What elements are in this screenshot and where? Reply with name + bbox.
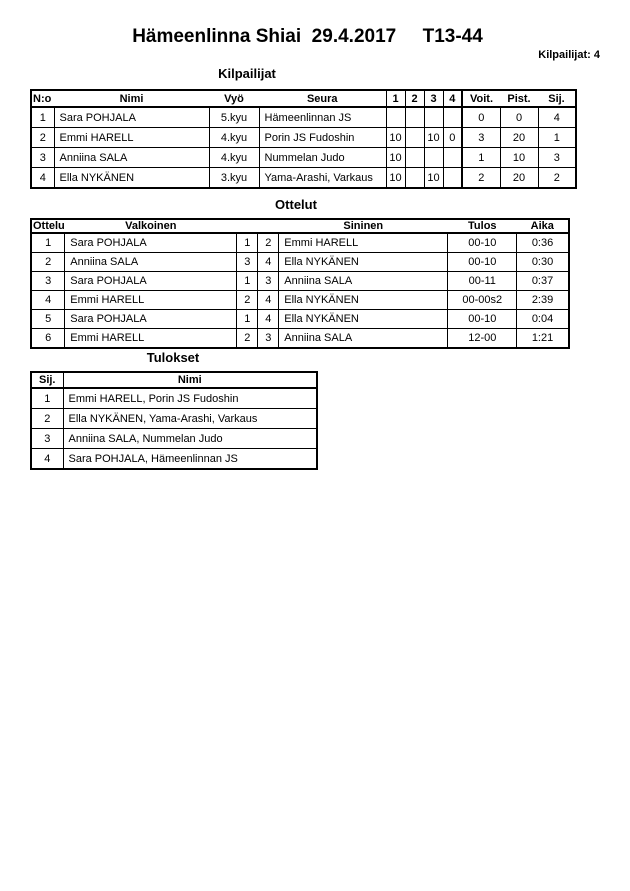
cell-result: 00-10 [448,253,517,272]
cell-place: 3 [31,429,63,449]
result-row [31,388,317,409]
competitor-row [31,168,576,189]
cell-place: 4 [31,449,63,470]
cell-blue-no: 2 [258,233,279,253]
cell-result: 00-10 [448,233,517,253]
cell-vyo: 5.kyu [209,107,259,128]
cell-place: 2 [31,409,63,429]
cell-time: 0:36 [517,233,569,253]
cell-score-3 [424,148,443,168]
cell-seura: Nummelan Judo [259,148,386,168]
competitor-row [31,148,576,168]
cell-time: 2:39 [517,291,569,310]
cell-vyo: 4.kyu [209,128,259,148]
result-row [31,409,317,429]
col-header-nimi: Nimi [54,90,209,107]
cell-name-club: Ella NYKÄNEN, Yama-Arashi, Varkaus [63,409,317,429]
competitor-row [31,128,576,148]
cell-score-4: 0 [443,128,462,148]
col-header-tulos: Tulos [448,219,517,233]
cell-sij: 3 [538,148,576,168]
cell-blue-no: 3 [258,329,279,349]
cell-result: 00-10 [448,310,517,329]
cell-sij: 2 [538,168,576,189]
col-header-1: 1 [386,90,405,107]
cell-blue-name: Anniina SALA [279,272,448,291]
cell-blue-name: Ella NYKÄNEN [279,310,448,329]
col-header-aika: Aika [517,219,569,233]
cell-name-club: Sara POHJALA, Hämeenlinnan JS [63,449,317,470]
col-header-sij: Sij. [538,90,576,107]
section-heading-ottelut: Ottelut [275,197,317,212]
cell-name-club: Anniina SALA, Nummelan Judo [63,429,317,449]
cell-time: 0:30 [517,253,569,272]
result-row [31,449,317,470]
cell-pist: 20 [500,128,538,148]
cell-score-1: 10 [386,168,405,189]
cell-no: 4 [31,168,54,189]
cell-no: 1 [31,107,54,128]
cell-white-name: Sara POHJALA [65,310,237,329]
cell-match-no: 2 [31,253,65,272]
page-title: Hämeenlinna Shiai 29.4.2017 T13-44 [132,26,483,47]
cell-result: 12-00 [448,329,517,349]
cell-result: 00-00s2 [448,291,517,310]
cell-blue-no: 4 [258,310,279,329]
cell-match-no: 3 [31,272,65,291]
cell-score-2 [405,128,424,148]
col-header-4: 4 [443,90,462,107]
cell-name-club: Emmi HARELL, Porin JS Fudoshin [63,388,317,409]
competitor-count: Kilpailijat: 4 [538,49,600,61]
cell-white-no: 1 [237,310,258,329]
cell-time: 0:04 [517,310,569,329]
cell-nimi: Sara POHJALA [54,107,209,128]
cell-voit: 0 [462,107,500,128]
col-header-valkoinen: Valkoinen [65,219,237,233]
col-header-nimi: Nimi [63,372,317,388]
cell-match-no: 4 [31,291,65,310]
col-header-vyo: Vyö [209,90,259,107]
match-row [31,291,569,310]
cell-blue-no: 4 [258,291,279,310]
cell-nimi: Ella NYKÄNEN [54,168,209,189]
cell-voit: 1 [462,148,500,168]
cell-white-name: Emmi HARELL [65,329,237,349]
cell-white-name: Sara POHJALA [65,233,237,253]
cell-white-no: 3 [237,253,258,272]
cell-white-no: 2 [237,329,258,349]
cell-seura: Hämeenlinnan JS [259,107,386,128]
cell-blue-name: Ella NYKÄNEN [279,253,448,272]
cell-white-name: Emmi HARELL [65,291,237,310]
cell-sij: 4 [538,107,576,128]
col-header-2: 2 [405,90,424,107]
results-header-row [31,372,317,388]
cell-score-4 [443,168,462,189]
cell-score-3 [424,107,443,128]
col-header-white-no [237,219,258,233]
match-row [31,272,569,291]
cell-score-2 [405,148,424,168]
cell-result: 00-11 [448,272,517,291]
cell-blue-no: 4 [258,253,279,272]
cell-white-no: 1 [237,233,258,253]
cell-score-1: 10 [386,148,405,168]
col-header-voit: Voit. [462,90,500,107]
col-header-3: 3 [424,90,443,107]
cell-score-4 [443,107,462,128]
results-table [30,371,318,470]
col-header-blue-no [258,219,279,233]
result-row [31,429,317,449]
competitor-row [31,107,576,128]
cell-white-name: Sara POHJALA [65,272,237,291]
cell-score-2 [405,107,424,128]
col-header-sij: Sij. [31,372,63,388]
matches-table [30,218,570,349]
cell-score-3: 10 [424,168,443,189]
cell-white-name: Anniina SALA [65,253,237,272]
cell-voit: 2 [462,168,500,189]
section-heading-tulokset: Tulokset [146,350,200,365]
col-header-ottelu: Ottelu [33,220,65,232]
col-header-seura: Seura [259,90,386,107]
cell-place: 1 [31,388,63,409]
section-heading-kilpailijat: Kilpailijat [218,66,276,81]
cell-time: 1:21 [517,329,569,349]
cell-no: 3 [31,148,54,168]
cell-no: 2 [31,128,54,148]
cell-score-3: 10 [424,128,443,148]
matches-header-row [31,219,569,233]
cell-white-no: 1 [237,272,258,291]
cell-vyo: 3.kyu [209,168,259,189]
col-header-pist: Pist. [500,90,538,107]
match-row [31,233,569,253]
cell-seura: Porin JS Fudoshin [259,128,386,148]
cell-nimi: Emmi HARELL [54,128,209,148]
cell-match-no: 5 [31,310,65,329]
cell-vyo: 4.kyu [209,148,259,168]
cell-blue-name: Anniina SALA [279,329,448,349]
cell-pist: 10 [500,148,538,168]
cell-time: 0:37 [517,272,569,291]
competitors-header-row [31,90,576,107]
cell-match-no: 1 [31,233,65,253]
col-header-sininen: Sininen [279,219,448,233]
cell-match-no: 6 [31,329,65,349]
cell-voit: 3 [462,128,500,148]
match-row [31,310,569,329]
cell-score-2 [405,168,424,189]
cell-blue-name: Ella NYKÄNEN [279,291,448,310]
col-header-no: N:o [31,90,54,107]
cell-blue-name: Emmi HARELL [279,233,448,253]
match-row [31,329,569,349]
match-row [31,253,569,272]
cell-sij: 1 [538,128,576,148]
competitors-table [30,89,577,189]
cell-white-no: 2 [237,291,258,310]
cell-score-1: 10 [386,128,405,148]
cell-pist: 0 [500,107,538,128]
cell-blue-no: 3 [258,272,279,291]
cell-seura: Yama-Arashi, Varkaus [259,168,386,189]
cell-pist: 20 [500,168,538,189]
cell-nimi: Anniina SALA [54,148,209,168]
cell-score-1 [386,107,405,128]
cell-score-4 [443,148,462,168]
